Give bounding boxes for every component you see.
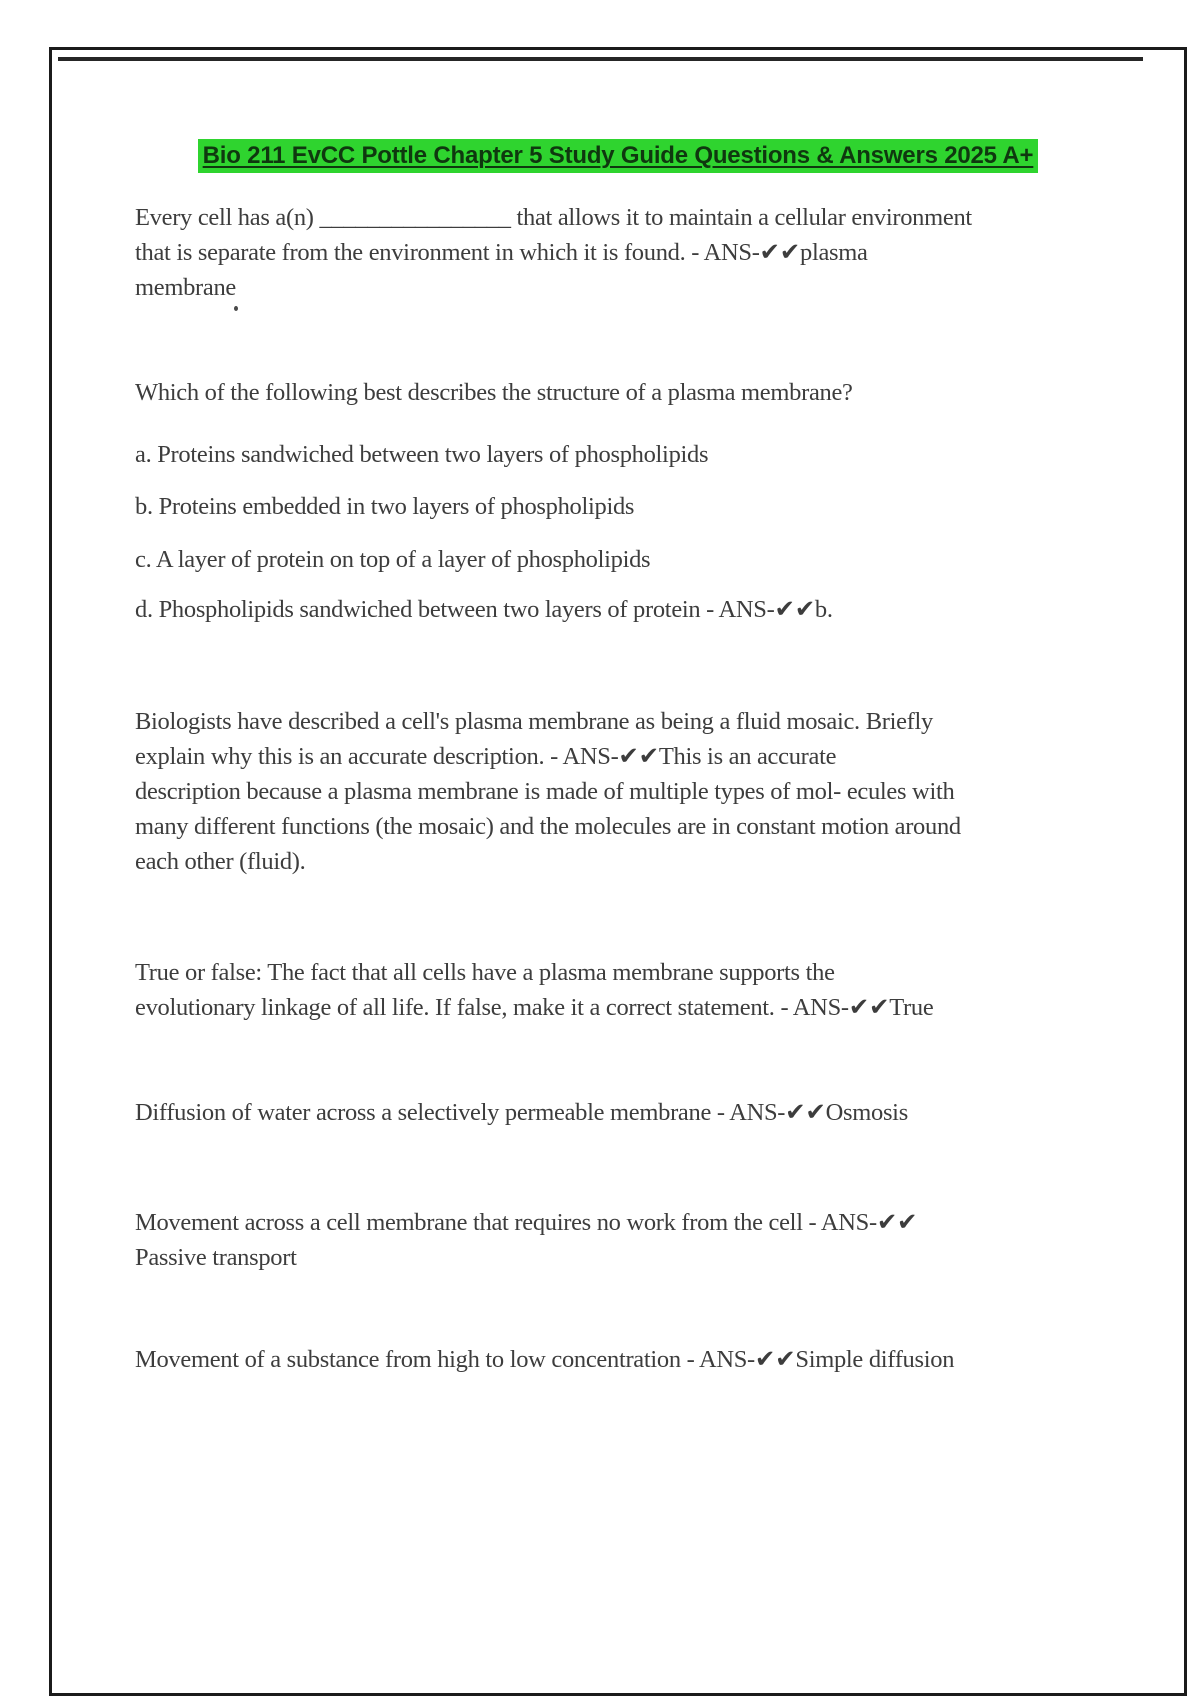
text-line: Movement of a substance from high to low concentration - ANS-✔✔Simple diffusion [135,1346,955,1373]
text-line: d. Phospholipids sandwiched between two layers of protein - ANS-✔✔b. [135,596,833,623]
qa-item-simple-diffusion [135,1342,1095,1377]
page-title: Bio 211 EvCC Pottle Chapter 5 Study Guide Questions & Answers 2025 A+ [198,139,1039,173]
qa-item-plasma-membrane [135,200,1095,305]
text-line: Which of the following best describes the structure of a plasma membrane? [135,379,853,406]
text-line: description because a plasma membrane is made of multiple types of mol- ecules with [135,778,955,805]
question-membrane-structure [135,375,1095,410]
text-line: that is separate from the environment in which it is found. - ANS-✔✔plasma [135,239,868,266]
qa-item-passive-transport [135,1205,1095,1275]
qa-item-fluid-mosaic [135,704,1095,879]
text-line: Biologists have described a cell's plasma membrane as being a fluid mosaic. Briefly [135,708,933,735]
text-line: explain why this is an accurate description. - ANS-✔✔This is an accurate [135,743,837,770]
title-row [49,139,1187,173]
text-line: Every cell has a(n) ________________ that allows it to maintain a cellular environment [135,204,972,231]
text-line: Passive transport [135,1244,297,1271]
stray-scan-mark [234,306,238,311]
text-line: Movement across a cell membrane that requires no work from the cell - ANS-✔✔ [135,1209,918,1236]
option-d-with-answer [135,592,1095,627]
text-line: each other (fluid). [135,848,306,875]
text-line: evolutionary linkage of all life. If false, make it a correct statement. - ANS-✔✔True [135,994,934,1021]
text-line: b. Proteins embedded in two layers of phospholipids [135,493,635,520]
text-line: Diffusion of water across a selectively permeable membrane - ANS-✔✔Osmosis [135,1099,908,1126]
top-divider-rule [58,57,1143,61]
text-line: membrane [135,274,236,301]
qa-item-true-false [135,955,1095,1025]
option-b [135,489,1095,524]
text-line: c. A layer of protein on top of a layer of phospholipids [135,546,651,573]
text-line: True or false: The fact that all cells have a plasma membrane supports the [135,959,835,986]
option-a [135,437,1095,472]
option-c [135,542,1095,577]
qa-item-osmosis [135,1095,1095,1130]
text-line: a. Proteins sandwiched between two layers of phospholipids [135,441,709,468]
text-line: many different functions (the mosaic) and the molecules are in constant motion around [135,813,961,840]
